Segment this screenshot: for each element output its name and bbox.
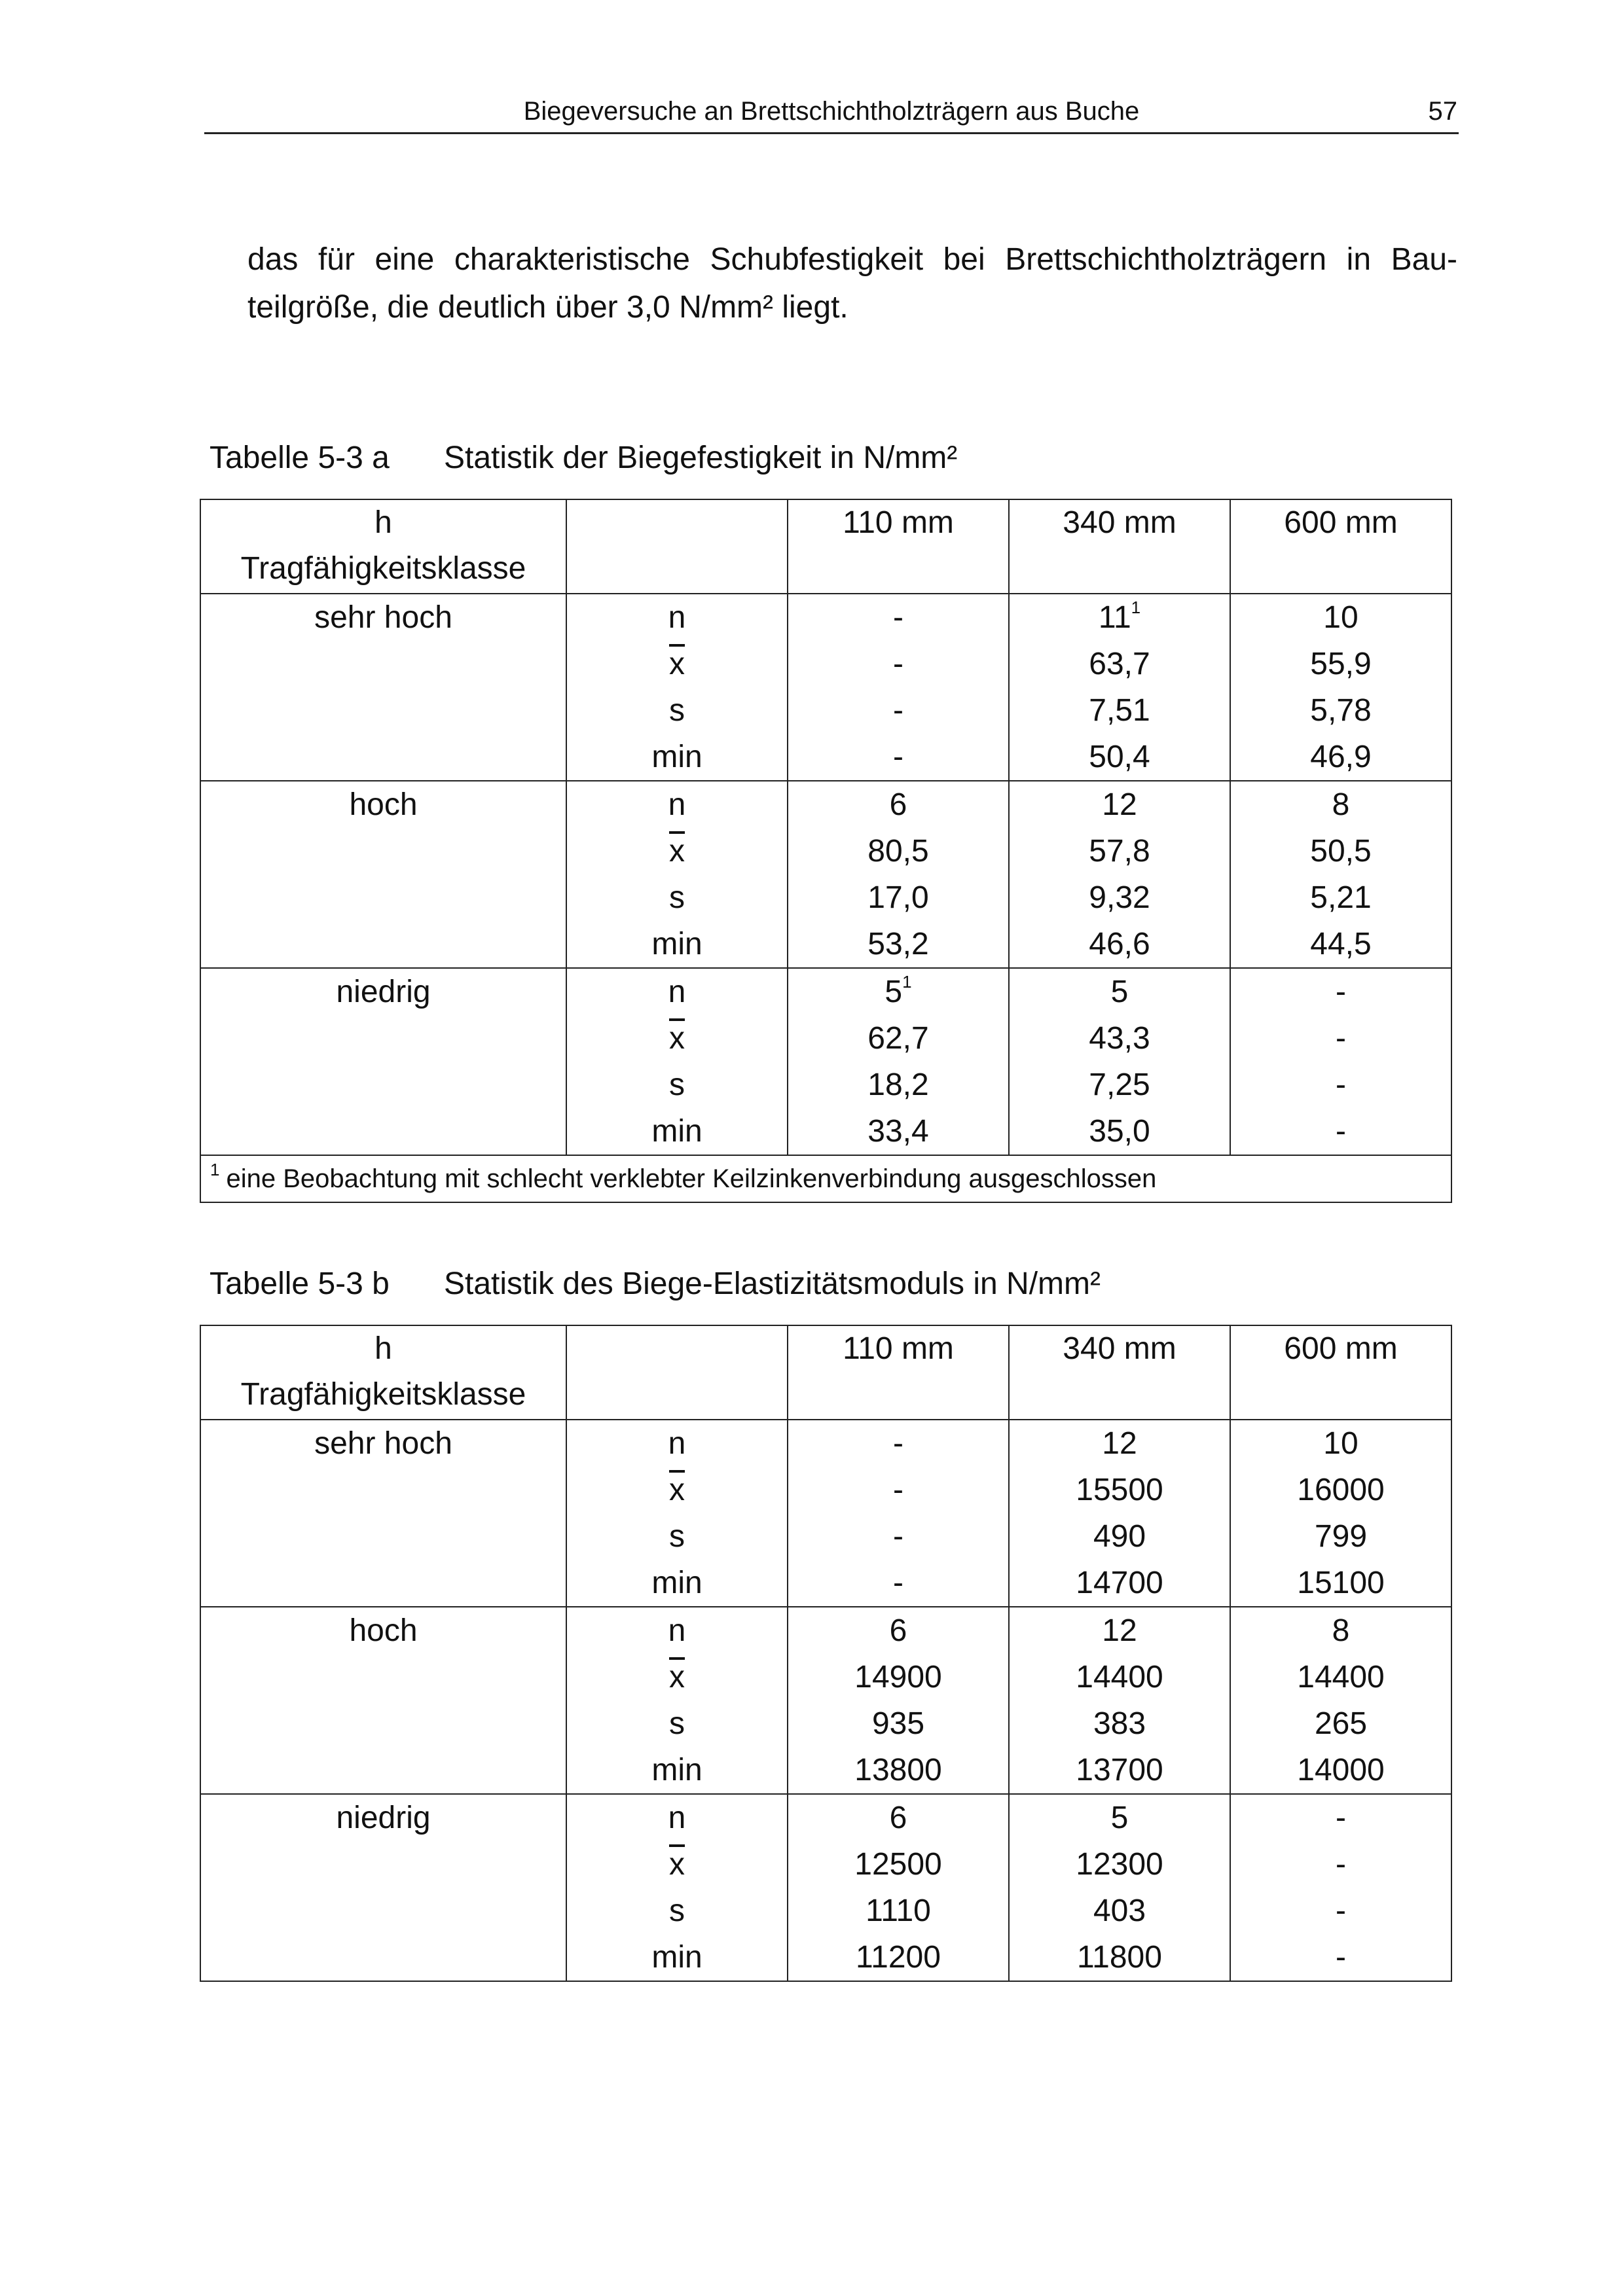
value-cell — [788, 1841, 1009, 1888]
table-row — [200, 781, 1451, 828]
value-cell — [1009, 594, 1230, 641]
group-label — [200, 1607, 566, 1654]
value-cell-value: 13700 — [1076, 1753, 1163, 1787]
page-number: 57 — [1428, 97, 1457, 126]
value-cell — [788, 1108, 1009, 1155]
stat-label — [566, 1888, 788, 1934]
value-cell — [1230, 1888, 1451, 1934]
table-row — [200, 1467, 1451, 1513]
value-cell-value: - — [1336, 1067, 1346, 1102]
value-cell — [1230, 1934, 1451, 1981]
group-spacer — [200, 641, 566, 687]
value-cell — [788, 1747, 1009, 1794]
value-cell — [788, 1467, 1009, 1513]
table-row — [200, 1747, 1451, 1794]
table-b-title: Statistik des Biege-Elastizitätsmoduls in N/mm² — [444, 1266, 1101, 1301]
value-cell-value: 14400 — [1076, 1660, 1163, 1695]
header-h-label: h — [374, 505, 392, 540]
value-cell-value: 265 — [1314, 1706, 1368, 1741]
value-cell — [1230, 1108, 1451, 1155]
value-cell-value: 5,21 — [1310, 880, 1372, 915]
value-cell — [788, 687, 1009, 734]
stat-label-value: n — [668, 1801, 686, 1835]
header-col-1 — [1009, 499, 1230, 594]
value-cell — [788, 1062, 1009, 1108]
header-class-cell — [200, 1325, 566, 1420]
stat-label-value: n — [668, 600, 686, 635]
stat-label-value: s — [669, 1706, 685, 1741]
value-cell-value: 5 — [1110, 1801, 1129, 1835]
value-cell — [788, 968, 1009, 1015]
value-cell-value: 12 — [1102, 1426, 1137, 1461]
value-cell-value: - — [893, 1519, 903, 1554]
value-cell — [1009, 1747, 1230, 1794]
value-cell-value: 13800 — [854, 1753, 942, 1787]
value-cell-value: - — [1336, 1940, 1346, 1975]
stat-label-value: min — [651, 740, 702, 774]
value-cell-value: 14400 — [1297, 1660, 1385, 1695]
value-cell-value: 57,8 — [1089, 834, 1150, 869]
value-cell — [1009, 1794, 1230, 1841]
stat-label-value: min — [651, 1940, 702, 1975]
table-row — [200, 687, 1451, 734]
stat-label-value: s — [669, 1067, 685, 1102]
value-cell-value: 403 — [1093, 1893, 1146, 1928]
header-col-0-value: 110 mm — [843, 505, 954, 540]
header-col-2-value: 600 mm — [1284, 505, 1398, 540]
footnote-cell — [200, 1155, 1451, 1202]
value-cell — [1009, 687, 1230, 734]
group-label-value: niedrig — [336, 975, 431, 1009]
value-cell — [1230, 734, 1451, 781]
value-cell-value: 383 — [1093, 1706, 1146, 1741]
stat-label — [566, 1015, 788, 1062]
value-cell — [1009, 1934, 1230, 1981]
stat-label — [566, 1654, 788, 1700]
table-row — [200, 1654, 1451, 1700]
value-cell-value: 14700 — [1076, 1566, 1163, 1600]
group-label-value: sehr hoch — [314, 1426, 452, 1461]
value-cell — [788, 1607, 1009, 1654]
value-cell — [1009, 1420, 1230, 1467]
stat-label-value: min — [651, 1753, 702, 1787]
table-row — [200, 1108, 1451, 1155]
value-cell-value: 50,4 — [1089, 740, 1150, 774]
value-cell-value: 18,2 — [867, 1067, 929, 1102]
value-cell-value: 6 — [889, 787, 907, 822]
value-cell-value: 6 — [889, 1801, 907, 1835]
table-row — [200, 874, 1451, 921]
header-col-1-value: 340 mm — [1063, 505, 1176, 540]
group-label-value: niedrig — [336, 1801, 431, 1835]
group-spacer — [200, 734, 566, 781]
stat-label — [566, 1467, 788, 1513]
value-cell-value: 8 — [1332, 787, 1350, 822]
value-cell-value: 33,4 — [867, 1114, 929, 1149]
stat-label-value: min — [651, 1114, 702, 1149]
value-cell-value: 17,0 — [867, 880, 929, 915]
stat-label-value: s — [669, 880, 685, 915]
group-label-value: hoch — [349, 1613, 418, 1648]
table-row — [200, 1794, 1451, 1841]
group-label-value: sehr hoch — [314, 600, 452, 635]
value-cell-value: - — [1336, 1893, 1346, 1928]
value-cell-value: 5 — [884, 975, 903, 1009]
stat-label — [566, 641, 788, 687]
value-cell — [1009, 1888, 1230, 1934]
value-cell-value: - — [1336, 1114, 1346, 1149]
value-cell-value: 43,3 — [1089, 1021, 1150, 1056]
stat-label — [566, 1747, 788, 1794]
table-b-number: Tabelle 5-3 b — [210, 1266, 390, 1301]
value-cell-value: 14900 — [854, 1660, 942, 1695]
value-cell — [1009, 1015, 1230, 1062]
group-spacer — [200, 687, 566, 734]
stat-label-value: n — [668, 787, 686, 822]
stat-label-value: $\overline{x}$ — [669, 1021, 685, 1056]
value-cell — [1230, 1654, 1451, 1700]
value-cell-value: 63,7 — [1089, 647, 1150, 681]
footnote-mark: 1 — [210, 1160, 220, 1179]
group-spacer — [200, 1700, 566, 1747]
header-col-1-value: 340 mm — [1063, 1331, 1176, 1366]
value-cell — [788, 734, 1009, 781]
stat-label-value: $\overline{x}$ — [669, 1660, 685, 1695]
table-row — [200, 921, 1451, 968]
group-label-value: hoch — [349, 787, 418, 822]
value-cell-value: 53,2 — [867, 927, 929, 961]
value-cell — [1230, 687, 1451, 734]
group-label — [200, 1794, 566, 1841]
value-cell — [1230, 968, 1451, 1015]
value-cell — [788, 874, 1009, 921]
value-cell — [1230, 1747, 1451, 1794]
stat-label-value: $\overline{x}$ — [669, 1847, 685, 1882]
stat-label — [566, 1934, 788, 1981]
value-cell-value: - — [893, 600, 903, 635]
stat-label-value: n — [668, 1426, 686, 1461]
value-cell-value: 11800 — [1077, 1940, 1162, 1975]
value-cell — [1009, 734, 1230, 781]
value-cell-value: 6 — [889, 1613, 907, 1648]
running-title: Biegeversuche an Brettschichtholzträgern aus Buche — [523, 97, 1140, 126]
group-spacer — [200, 828, 566, 874]
group-label — [200, 594, 566, 641]
stat-label — [566, 594, 788, 641]
value-cell — [1230, 641, 1451, 687]
stat-label — [566, 1841, 788, 1888]
table-row — [200, 1062, 1451, 1108]
value-cell — [1230, 594, 1451, 641]
header-col-2 — [1230, 499, 1451, 594]
stat-label — [566, 1513, 788, 1560]
value-cell-value: 5,78 — [1310, 693, 1372, 728]
group-spacer — [200, 1654, 566, 1700]
table-a-number: Tabelle 5-3 a — [210, 440, 390, 475]
value-cell — [1230, 1560, 1451, 1607]
value-cell-value: 9,32 — [1089, 880, 1150, 915]
table-a-caption — [210, 440, 957, 476]
value-cell — [788, 1700, 1009, 1747]
stat-label-value: $\overline{x}$ — [669, 834, 685, 869]
group-spacer — [200, 874, 566, 921]
value-cell — [1009, 1062, 1230, 1108]
group-spacer — [200, 921, 566, 968]
page-header — [204, 92, 1459, 134]
group-spacer — [200, 1841, 566, 1888]
header-row — [200, 1325, 1451, 1420]
value-cell — [788, 594, 1009, 641]
stat-label — [566, 828, 788, 874]
value-cell-value: 7,51 — [1089, 693, 1150, 728]
header-row — [200, 499, 1451, 594]
table-row — [200, 1700, 1451, 1747]
value-cell — [1009, 1513, 1230, 1560]
header-h-label: h — [374, 1331, 392, 1366]
stat-label — [566, 1794, 788, 1841]
value-cell — [788, 1420, 1009, 1467]
table-row — [200, 1607, 1451, 1654]
value-cell — [1009, 1607, 1230, 1654]
value-cell-value: 799 — [1314, 1519, 1368, 1554]
value-cell-value: 12 — [1102, 1613, 1137, 1648]
value-cell — [1009, 1654, 1230, 1700]
value-cell — [1009, 1841, 1230, 1888]
value-cell-value: 50,5 — [1310, 834, 1372, 869]
value-cell — [1009, 921, 1230, 968]
value-cell-value: 10 — [1323, 600, 1359, 635]
value-cell-value: 11 — [1098, 600, 1131, 635]
intro-paragraph — [247, 236, 1457, 331]
stat-label — [566, 921, 788, 968]
footnote-row — [200, 1155, 1451, 1202]
header-col-2 — [1230, 1325, 1451, 1420]
value-cell — [1009, 828, 1230, 874]
stat-label-value: n — [668, 1613, 686, 1648]
stat-label — [566, 781, 788, 828]
header-col-2-value: 600 mm — [1284, 1331, 1398, 1366]
group-spacer — [200, 1888, 566, 1934]
table-row — [200, 1513, 1451, 1560]
value-cell-value: 10 — [1323, 1426, 1359, 1461]
value-cell — [1230, 1467, 1451, 1513]
stat-label-value: min — [651, 927, 702, 961]
stat-label — [566, 874, 788, 921]
value-cell-value: 16000 — [1297, 1473, 1385, 1507]
table-row — [200, 734, 1451, 781]
header-class-label: Tragfähigkeitsklasse — [240, 1377, 526, 1412]
header-stat-cell — [566, 499, 788, 594]
group-label — [200, 968, 566, 1015]
stat-label-value: $\overline{x}$ — [669, 647, 685, 681]
header-col-0-value: 110 mm — [843, 1331, 954, 1366]
stat-label — [566, 687, 788, 734]
value-cell — [1230, 781, 1451, 828]
value-cell — [788, 1513, 1009, 1560]
header-class-label: Tragfähigkeitsklasse — [240, 551, 526, 586]
table-row — [200, 641, 1451, 687]
stat-label — [566, 1700, 788, 1747]
stat-label — [566, 1420, 788, 1467]
value-cell — [788, 1934, 1009, 1981]
value-cell-value: 15500 — [1076, 1473, 1163, 1507]
value-cell — [1009, 1700, 1230, 1747]
value-cell — [788, 1015, 1009, 1062]
group-spacer — [200, 1934, 566, 1981]
value-cell — [788, 1888, 1009, 1934]
header-col-0 — [788, 1325, 1009, 1420]
value-cell-value: 44,5 — [1310, 927, 1372, 961]
stat-label — [566, 968, 788, 1015]
table-a-title: Statistik der Biegefestigkeit in N/mm² — [444, 440, 958, 475]
value-cell-value: 12 — [1102, 787, 1137, 822]
footnote-text: eine Beobachtung mit schlecht verklebter Keilzinkenverbindung ausgeschlossen — [226, 1164, 1157, 1193]
value-cell-value: 14000 — [1297, 1753, 1385, 1787]
value-cell-value: 7,25 — [1089, 1067, 1150, 1102]
value-cell-value: 12500 — [854, 1847, 942, 1882]
table-row — [200, 968, 1451, 1015]
header-col-0 — [788, 499, 1009, 594]
value-cell-value: - — [893, 1566, 903, 1600]
table-row — [200, 1888, 1451, 1934]
stat-label-value: s — [669, 1519, 685, 1554]
stat-label — [566, 1062, 788, 1108]
header-col-1 — [1009, 1325, 1230, 1420]
value-cell-value: 46,6 — [1089, 927, 1150, 961]
group-label — [200, 1420, 566, 1467]
group-spacer — [200, 1062, 566, 1108]
bending-strength-table — [200, 499, 1452, 1203]
value-cell — [1009, 1467, 1230, 1513]
value-cell — [788, 781, 1009, 828]
stat-label-value: min — [651, 1566, 702, 1600]
value-cell-value: - — [893, 647, 903, 681]
value-cell-value: 62,7 — [867, 1021, 929, 1056]
value-cell-value: - — [893, 740, 903, 774]
value-cell-value: 11200 — [856, 1940, 941, 1975]
footnote-ref: 1 — [902, 972, 912, 992]
value-cell — [788, 641, 1009, 687]
value-cell — [1230, 874, 1451, 921]
value-cell-value: - — [1336, 1847, 1346, 1882]
group-spacer — [200, 1108, 566, 1155]
value-cell — [1009, 968, 1230, 1015]
value-cell-value: - — [1336, 975, 1346, 1009]
value-cell — [1230, 1420, 1451, 1467]
value-cell — [1009, 781, 1230, 828]
value-cell-value: - — [893, 1426, 903, 1461]
value-cell-value: - — [1336, 1801, 1346, 1835]
group-spacer — [200, 1015, 566, 1062]
bending-modulus-table — [200, 1325, 1452, 1982]
value-cell-value: 935 — [871, 1706, 925, 1741]
header-stat-cell — [566, 1325, 788, 1420]
value-cell-value: 80,5 — [867, 834, 929, 869]
value-cell — [788, 1560, 1009, 1607]
value-cell — [1230, 1700, 1451, 1747]
group-label — [200, 781, 566, 828]
intro-line-2: teilgröße, die deutlich über 3,0 N/mm² liegt. — [247, 290, 848, 325]
footnote-ref: 1 — [1131, 598, 1141, 617]
value-cell — [1009, 874, 1230, 921]
table-row — [200, 1934, 1451, 1981]
stat-label-value: n — [668, 975, 686, 1009]
group-spacer — [200, 1560, 566, 1607]
stat-label — [566, 1108, 788, 1155]
table-b-caption — [210, 1266, 1101, 1302]
value-cell-value: 1110 — [866, 1893, 931, 1928]
group-spacer — [200, 1467, 566, 1513]
stat-label-value: s — [669, 1893, 685, 1928]
value-cell — [788, 828, 1009, 874]
value-cell — [788, 1654, 1009, 1700]
value-cell — [1009, 1560, 1230, 1607]
table-row — [200, 1420, 1451, 1467]
intro-line-1: das für eine charakteristische Schubfestigkeit bei Brettschichtholzträgern in Bau- — [247, 242, 1457, 277]
table-row — [200, 828, 1451, 874]
value-cell-value: 55,9 — [1310, 647, 1372, 681]
value-cell-value: 46,9 — [1310, 740, 1372, 774]
value-cell-value: - — [893, 1473, 903, 1507]
stat-label-value: $\overline{x}$ — [669, 1473, 685, 1507]
stat-label — [566, 1607, 788, 1654]
value-cell — [1230, 828, 1451, 874]
value-cell — [1230, 1513, 1451, 1560]
value-cell-value: 12300 — [1076, 1847, 1163, 1882]
value-cell-value: 35,0 — [1089, 1114, 1150, 1149]
value-cell-value: 15100 — [1297, 1566, 1385, 1600]
stat-label — [566, 734, 788, 781]
table-row — [200, 1841, 1451, 1888]
value-cell — [1230, 1841, 1451, 1888]
header-class-cell — [200, 499, 566, 594]
value-cell-value: - — [1336, 1021, 1346, 1056]
value-cell-value: 490 — [1093, 1519, 1146, 1554]
group-spacer — [200, 1747, 566, 1794]
table-row — [200, 1560, 1451, 1607]
value-cell — [1009, 641, 1230, 687]
value-cell — [1230, 1794, 1451, 1841]
value-cell — [1230, 1607, 1451, 1654]
table-row — [200, 1015, 1451, 1062]
stat-label — [566, 1560, 788, 1607]
value-cell — [1230, 1015, 1451, 1062]
value-cell — [1230, 921, 1451, 968]
stat-label-value: s — [669, 693, 685, 728]
value-cell-value: - — [893, 693, 903, 728]
value-cell — [1230, 1062, 1451, 1108]
value-cell-value: 8 — [1332, 1613, 1350, 1648]
table-row — [200, 594, 1451, 641]
value-cell — [788, 921, 1009, 968]
value-cell — [1009, 1108, 1230, 1155]
value-cell — [788, 1794, 1009, 1841]
group-spacer — [200, 1513, 566, 1560]
value-cell-value: 5 — [1110, 975, 1129, 1009]
